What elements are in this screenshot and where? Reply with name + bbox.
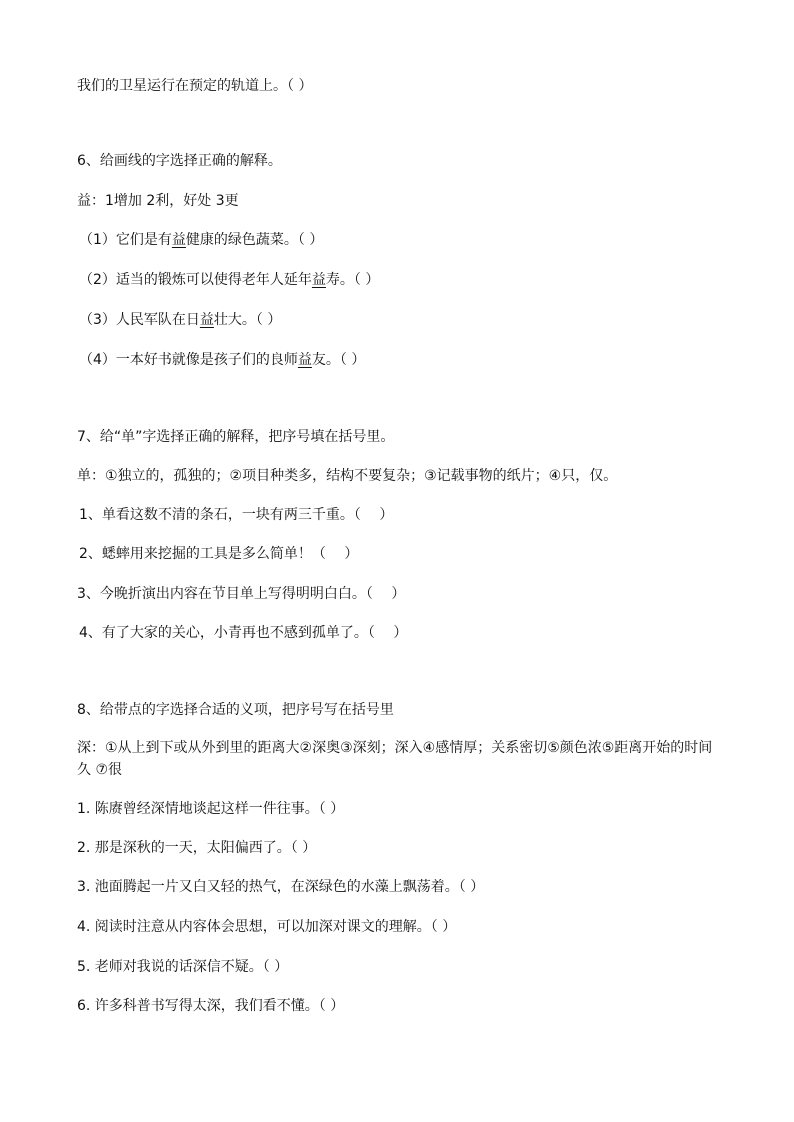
q6-item-1-before: （1）它们是有: [79, 232, 172, 248]
q6-title: 6、给画线的字选择正确的解释。: [77, 153, 282, 169]
q6-item-4-after: 友。（ ）: [311, 352, 366, 368]
q6-item-1-after: 健康的绿色蔬菜。（ ）: [185, 232, 324, 248]
top-line: 我们的卫星运行在预定的轨道上。（ ）: [77, 78, 313, 94]
q6-item-2: [79, 270, 379, 290]
q8-item-2: 2. 那是深秋的一天，太阳偏西了。（ ）: [77, 840, 317, 856]
q8-item-4: 4. 阅读时注意从内容体会思想，可以加深对课文的理解。（ ）: [77, 919, 457, 935]
q6-item-4-before: （4）一本好书就像是孩子们的良师: [79, 352, 298, 368]
q8-item-3: 3. 池面腾起一片又白又轻的热气，在深绿色的水藻上飘荡着。（ ）: [77, 879, 485, 895]
q6-item-2-underlined: 益: [311, 272, 326, 288]
q6-item-4: [79, 350, 365, 370]
q6-definition: 益：1增加 2利，好处 3更: [77, 193, 239, 209]
q6-item-3-after: 壮大。（ ）: [213, 312, 282, 328]
q8-item-6: 6. 许多科普书写得太深，我们看不懂。（ ）: [77, 998, 345, 1014]
q7-item-2: 2、蟋蟀用来挖掘的工具是多么简单！（ ）: [79, 546, 359, 562]
q7-item-3: 3、今晚折演出内容在节目单上写得明明白白。（ ）: [77, 586, 406, 602]
q6-item-3-before: （3）人民军队在日: [79, 312, 200, 328]
q7-definition: 单：①独立的，孤独的；②项目种类多，结构不要复杂；③记载事物的纸片；④只，仅。: [77, 468, 618, 484]
q7-title: 7、给“单”字选择正确的解释，把序号填在括号里。: [77, 429, 395, 445]
q7-item-4: 4、有了大家的关心，小青再也不感到孤单了。（ ）: [79, 625, 408, 641]
q6-item-2-after: 寿。（ ）: [325, 272, 380, 288]
q8-item-1: 1. 陈赓曾经深情地谈起这样一件往事。（ ）: [77, 801, 345, 817]
q6-item-1-underlined: 益: [171, 232, 186, 248]
q8-definition: 深：①从上到下或从外到里的距离大②深奥③深刻；深入④感情厚；关系密切⑤颜色浓⑤距离开始的时间久 ⑦很: [77, 740, 713, 778]
q7-item-1: 1、单看这数不清的条石，一块有两三千重。（ ）: [79, 507, 394, 523]
q6-item-3: [79, 310, 281, 330]
q6-item-1: [79, 230, 323, 250]
q6-item-4-underlined: 益: [297, 352, 312, 368]
q8-title: 8、给带点的字选择合适的义项，把序号写在括号里: [77, 702, 394, 718]
q6-item-2-before: （2）适当的锻炼可以使得老年人延年: [79, 272, 312, 288]
q6-item-3-underlined: 益: [199, 312, 214, 328]
q8-item-5: 5. 老师对我说的话深信不疑。（ ）: [77, 959, 289, 975]
